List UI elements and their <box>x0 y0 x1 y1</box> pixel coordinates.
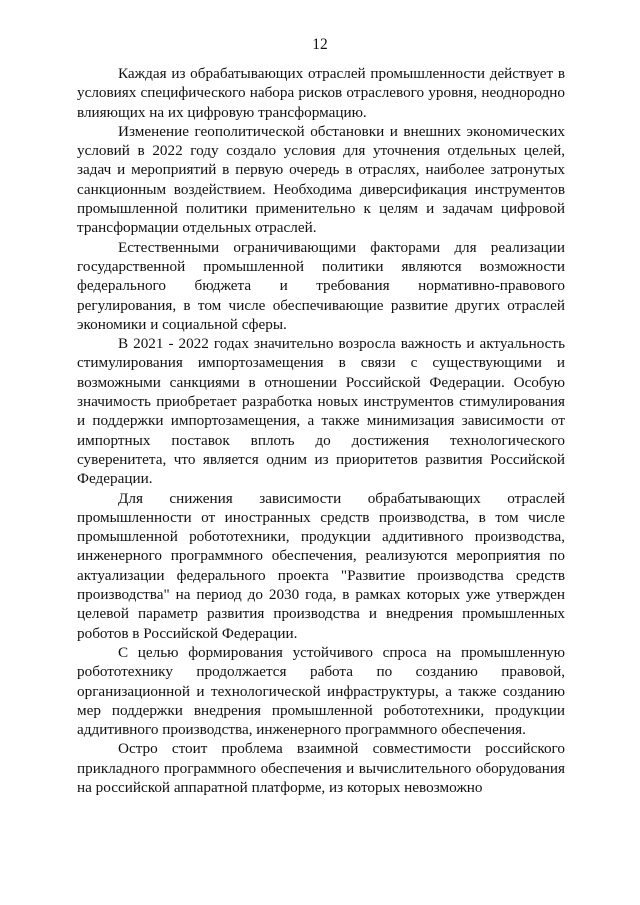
paragraph-import-substitution: В 2021 - 2022 годах значительно возросла важность и актуальность стимулирования импортозамещения в связи с существующими и возможными санкциями в отношении Российской Федерации. Особую значимость приобретает разработка новых инструментов стимулирования и поддержки импортозамещения, а также минимизация зависимости от импортных поставок вплоть до достижения технологического суверенитета, что является одним из приоритетов развития Российской Федерации. <box>77 335 565 488</box>
paragraph-robotics-demand: С целью формирования устойчивого спроса на промышленную робототехнику продолжается работа по созданию правовой, организационной и технологической инфраструктуры, а также созданию мер поддержки внедрения промышленной робототехники, продукции аддитивного производства, инженерного программного обеспечения. <box>77 643 565 739</box>
paragraph-software-compatibility: Остро стоит проблема взаимной совместимости российского прикладного программного обеспечения и вычислительного оборудования на российской аппаратной платформе, из которых невозможно <box>77 740 565 796</box>
paragraph-sector-risks: Каждая из обрабатывающих отраслей промышленности действует в условиях специфического набора рисков отраслевого уровня, неоднородно влияющих на их цифровую трансформацию. <box>77 65 565 121</box>
page-number: 12 <box>312 36 328 53</box>
body-text <box>77 64 565 797</box>
paragraph-production-means: Для снижения зависимости обрабатывающих отраслей промышленности от иностранных средств производства, в том числе промышленной робототехники, продукции аддитивного производства, инженерного программного обеспечения, реализуются мероприятия по актуализации федерального проекта "Развитие производства средств производства" на период до 2030 года, в рамках которых уже утвержден целевой параметр развития производства и внедрения промышленных роботов в Российской Федерации. <box>77 489 565 642</box>
paragraph-limiting-factors: Естественными ограничивающими факторами для реализации государственной промышленной политики являются возможности федерального бюджета и требования нормативно-правового регулирования, в том числе обеспечивающие развитие других отраслей экономики и социальной сферы. <box>77 238 565 333</box>
paragraph-geopolitical-change: Изменение геополитической обстановки и внешних экономических условий в 2022 году создало условия для уточнения отдельных целей, задач и мероприятий в первую очередь в отраслях, наиболее затронутых санкционным воздействием. Необходима диверсификация инструментов промышленной политики применительно к целям и задачам цифровой трансформации отдельных отраслей. <box>77 122 565 237</box>
